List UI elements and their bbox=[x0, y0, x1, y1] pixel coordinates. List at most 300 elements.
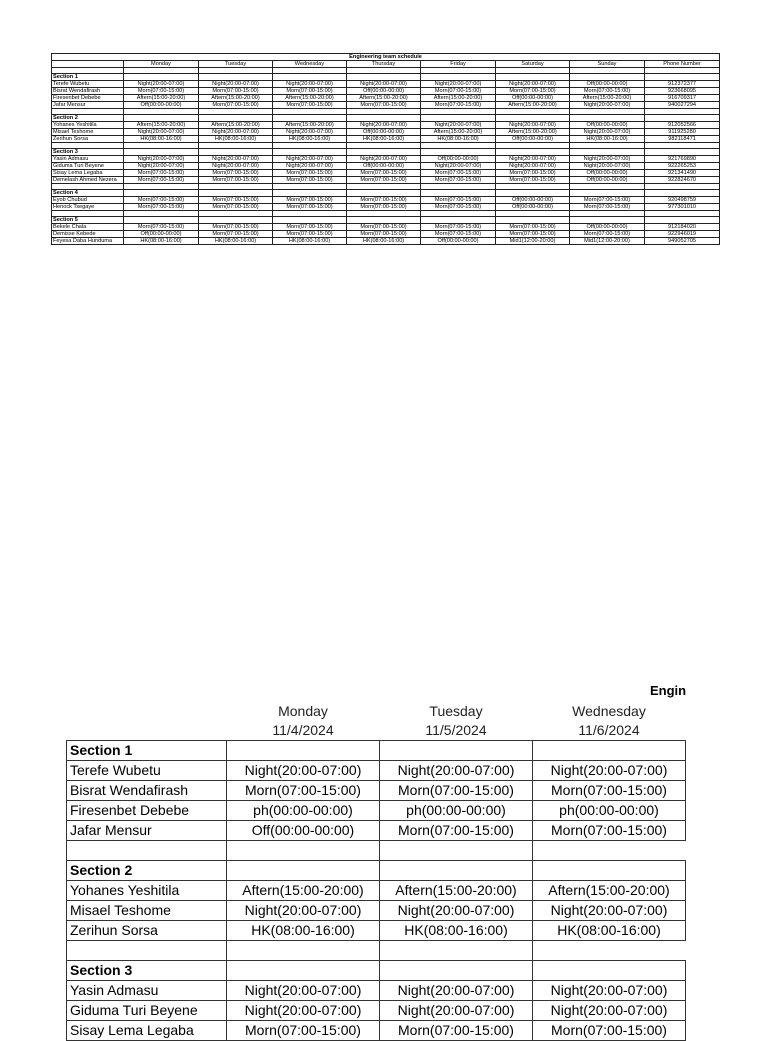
table-row bbox=[67, 801, 686, 821]
shift-cell: Morn(07:00-15:00) bbox=[380, 821, 533, 841]
shift-cell: Morn(07:00-15:00) bbox=[227, 781, 380, 801]
shift-cell: Night(20:00-07:00) bbox=[421, 122, 496, 129]
shift-cell: Aftern(15:00-20:00) bbox=[533, 881, 686, 901]
shift-cell: Off(00:00-00:00) bbox=[124, 102, 199, 109]
shift-cell: Morn(07:00-15:00) bbox=[199, 170, 273, 177]
employee-name: Jafar Mensur bbox=[52, 102, 124, 109]
shift-cell: Morn(07:00-15:00) bbox=[570, 204, 645, 211]
shift-cell: HK(08:00-16:00) bbox=[347, 238, 421, 245]
shift-cell: Morn(07:00-15:00) bbox=[124, 88, 199, 95]
shift-cell: Night(20:00-07:00) bbox=[533, 901, 686, 921]
empty-cell bbox=[645, 190, 720, 197]
spacer-row bbox=[67, 841, 686, 861]
empty-cell bbox=[421, 149, 496, 156]
empty-cell bbox=[570, 217, 645, 224]
shift-cell: Night(20:00-07:00) bbox=[380, 1001, 533, 1021]
empty-cell bbox=[199, 149, 273, 156]
shift-cell: Morn(07:00-15:00) bbox=[124, 224, 199, 231]
shift-cell: Morn(07:00-15:00) bbox=[570, 197, 645, 204]
empty-cell bbox=[67, 941, 227, 961]
shift-cell: Morn(07:00-15:00) bbox=[421, 197, 496, 204]
shift-cell: Off(00:00-00:00) bbox=[570, 177, 645, 184]
shift-cell: Morn(07:00-15:00) bbox=[347, 204, 421, 211]
empty-cell bbox=[347, 149, 421, 156]
shift-cell: Night(20:00-07:00) bbox=[347, 122, 421, 129]
section-row bbox=[67, 861, 686, 881]
empty-cell bbox=[199, 115, 273, 122]
shift-cell: ph(00:00-00:00) bbox=[380, 801, 533, 821]
table-row bbox=[52, 224, 720, 231]
shift-cell: Night(20:00-07:00) bbox=[199, 163, 273, 170]
empty-cell bbox=[273, 149, 347, 156]
shift-cell: Aftern(15:00-20:00) bbox=[124, 122, 199, 129]
shift-cell: Morn(07:00-15:00) bbox=[199, 197, 273, 204]
shift-cell: Night(20:00-07:00) bbox=[496, 81, 570, 88]
shift-cell: HK(08:00-16:00) bbox=[124, 238, 199, 245]
shift-cell: Morn(07:00-15:00) bbox=[124, 204, 199, 211]
shift-cell: Morn(07:00-15:00) bbox=[533, 821, 686, 841]
shift-cell: Night(20:00-07:00) bbox=[273, 81, 347, 88]
empty-cell bbox=[67, 721, 227, 741]
section-label: Section 2 bbox=[67, 861, 227, 881]
table-title-row bbox=[52, 54, 720, 61]
phone-number: 911925280 bbox=[645, 129, 720, 136]
table-row bbox=[52, 204, 720, 211]
shift-cell: Morn(07:00-15:00) bbox=[533, 1021, 686, 1041]
phone-number: 922946019 bbox=[645, 231, 720, 238]
table-row bbox=[52, 81, 720, 88]
shift-cell: Morn(07:00-15:00) bbox=[199, 224, 273, 231]
empty-cell bbox=[273, 217, 347, 224]
shift-cell: Aftern(15:00-20:00) bbox=[227, 881, 380, 901]
date-header-row bbox=[67, 721, 686, 741]
empty-cell bbox=[645, 149, 720, 156]
table-row bbox=[67, 981, 686, 1001]
shift-cell: Night(20:00-07:00) bbox=[380, 761, 533, 781]
shift-cell: Off(00:00-00:00) bbox=[570, 81, 645, 88]
empty-cell bbox=[227, 841, 380, 861]
column-header: Monday bbox=[124, 61, 199, 68]
shift-cell: Mid1(12:00-20:00) bbox=[496, 238, 570, 245]
table-row bbox=[52, 136, 720, 143]
shift-cell: Morn(07:00-15:00) bbox=[273, 170, 347, 177]
empty-cell bbox=[67, 702, 227, 721]
table-row bbox=[52, 231, 720, 238]
shift-cell: Morn(07:00-15:00) bbox=[273, 197, 347, 204]
shift-cell: HK(08:00-16:00) bbox=[273, 238, 347, 245]
shift-cell: Night(20:00-07:00) bbox=[380, 981, 533, 1001]
shift-cell: Night(20:00-07:00) bbox=[570, 102, 645, 109]
phone-number: 922265253 bbox=[645, 163, 720, 170]
employee-name: Eyob Chubud bbox=[52, 197, 124, 204]
shift-cell: Morn(07:00-15:00) bbox=[347, 231, 421, 238]
shift-cell: Aftern(15:00-20:00) bbox=[273, 95, 347, 102]
shift-cell: ph(00:00-00:00) bbox=[227, 801, 380, 821]
shift-cell: Morn(07:00-15:00) bbox=[380, 1021, 533, 1041]
shift-cell: Morn(07:00-15:00) bbox=[496, 224, 570, 231]
shift-cell: Night(20:00-07:00) bbox=[199, 129, 273, 136]
shift-cell: Morn(07:00-15:00) bbox=[347, 224, 421, 231]
employee-name: Sisay Lema Legaba bbox=[67, 1021, 227, 1041]
employee-name: Zerihun Sorsa bbox=[52, 136, 124, 143]
phone-number: 949052705 bbox=[645, 238, 720, 245]
shift-cell: Night(20:00-07:00) bbox=[570, 129, 645, 136]
shift-cell: Mid1(12:00-20:00) bbox=[570, 238, 645, 245]
shift-cell: Night(20:00-07:00) bbox=[273, 163, 347, 170]
employee-name: Firesenbet Debebe bbox=[67, 801, 227, 821]
shift-cell: Aftern(15:00-20:00) bbox=[347, 95, 421, 102]
empty-cell bbox=[347, 74, 421, 81]
phone-number: 940027294 bbox=[645, 102, 720, 109]
shift-cell: Night(20:00-07:00) bbox=[227, 761, 380, 781]
shift-cell: Off(00:00-00:00) bbox=[421, 238, 496, 245]
shift-cell: Morn(07:00-15:00) bbox=[199, 231, 273, 238]
section-row bbox=[52, 74, 720, 81]
shift-cell: Night(20:00-07:00) bbox=[533, 981, 686, 1001]
shift-cell: Off(00:00-00:00) bbox=[496, 204, 570, 211]
empty-cell bbox=[124, 74, 199, 81]
shift-cell: Night(20:00-07:00) bbox=[124, 163, 199, 170]
table-row bbox=[67, 921, 686, 941]
empty-cell bbox=[496, 115, 570, 122]
empty-cell bbox=[533, 961, 686, 981]
empty-cell bbox=[380, 741, 533, 761]
section-row bbox=[52, 217, 720, 224]
shift-cell: Morn(07:00-15:00) bbox=[421, 88, 496, 95]
table-row bbox=[52, 238, 720, 245]
empty-cell bbox=[347, 190, 421, 197]
shift-cell: Morn(07:00-15:00) bbox=[273, 177, 347, 184]
empty-cell bbox=[199, 190, 273, 197]
table-row bbox=[52, 177, 720, 184]
shift-cell: Aftern(15:00-20:00) bbox=[421, 129, 496, 136]
shift-cell: Aftern(15:00-20:00) bbox=[199, 122, 273, 129]
shift-cell: Night(20:00-07:00) bbox=[347, 81, 421, 88]
empty-cell bbox=[227, 741, 380, 761]
section-row bbox=[52, 190, 720, 197]
table-title: Engineering team schedule bbox=[52, 54, 720, 61]
date-header: 11/4/2024 bbox=[272, 722, 334, 738]
empty-cell bbox=[496, 74, 570, 81]
empty-cell bbox=[380, 861, 533, 881]
shift-cell: Morn(07:00-15:00) bbox=[124, 197, 199, 204]
table-row bbox=[67, 901, 686, 921]
phone-number: 922824670 bbox=[645, 177, 720, 184]
empty-cell bbox=[227, 861, 380, 881]
shift-cell: Morn(07:00-15:00) bbox=[570, 231, 645, 238]
shift-cell: Morn(07:00-15:00) bbox=[273, 224, 347, 231]
employee-name: Demisse Kebede bbox=[52, 231, 124, 238]
empty-cell bbox=[124, 149, 199, 156]
shift-cell: Morn(07:00-15:00) bbox=[199, 204, 273, 211]
shift-cell: Aftern(15:00-20:00) bbox=[570, 95, 645, 102]
employee-name: Firesenbet Debebe bbox=[52, 95, 124, 102]
employee-name: Yasin Admasu bbox=[67, 981, 227, 1001]
shift-cell: Night(20:00-07:00) bbox=[273, 129, 347, 136]
shift-cell: Morn(07:00-15:00) bbox=[533, 781, 686, 801]
phone-number: 912052566 bbox=[645, 122, 720, 129]
shift-cell: HK(08:00-16:00) bbox=[273, 136, 347, 143]
section-row bbox=[67, 741, 686, 761]
shift-cell: HK(08:00-16:00) bbox=[199, 238, 273, 245]
phone-number: 912372377 bbox=[645, 81, 720, 88]
spacer-row bbox=[67, 941, 686, 961]
empty-cell bbox=[533, 861, 686, 881]
empty-cell bbox=[496, 217, 570, 224]
employee-name: Demelash Ahmed Nezera bbox=[52, 177, 124, 184]
shift-cell: Morn(07:00-15:00) bbox=[421, 177, 496, 184]
phone-number: 921769890 bbox=[645, 156, 720, 163]
shift-cell: HK(08:00-16:00) bbox=[347, 136, 421, 143]
employee-name: Jafar Mensur bbox=[67, 821, 227, 841]
empty-cell bbox=[199, 217, 273, 224]
shift-cell: Night(20:00-07:00) bbox=[496, 163, 570, 170]
phone-number: 912184020 bbox=[645, 224, 720, 231]
empty-cell bbox=[421, 115, 496, 122]
shift-cell: HK(08:00-16:00) bbox=[199, 136, 273, 143]
table-row bbox=[52, 95, 720, 102]
shift-cell: Off(00:00-00:00) bbox=[496, 95, 570, 102]
phone-number: 921341490 bbox=[645, 170, 720, 177]
empty-cell bbox=[645, 115, 720, 122]
shift-cell: Morn(07:00-15:00) bbox=[347, 170, 421, 177]
shift-cell: Aftern(15:00-20:00) bbox=[421, 95, 496, 102]
shift-cell: Morn(07:00-15:00) bbox=[421, 170, 496, 177]
section-row bbox=[67, 961, 686, 981]
employee-name: Zerihun Sorsa bbox=[67, 921, 227, 941]
shift-cell: Off(00:00-00:00) bbox=[570, 224, 645, 231]
section-label: Section 1 bbox=[52, 74, 124, 81]
shift-cell: Morn(07:00-15:00) bbox=[199, 177, 273, 184]
shift-cell: Night(20:00-07:00) bbox=[533, 761, 686, 781]
day-header: Wednesday bbox=[572, 703, 646, 719]
shift-cell: Morn(07:00-15:00) bbox=[227, 1021, 380, 1041]
employee-name: Yasin Admasu bbox=[52, 156, 124, 163]
shift-cell: Night(20:00-07:00) bbox=[124, 156, 199, 163]
shift-cell: Night(20:00-07:00) bbox=[570, 163, 645, 170]
empty-cell bbox=[380, 941, 533, 961]
shift-cell: Morn(07:00-15:00) bbox=[496, 88, 570, 95]
empty-cell bbox=[533, 941, 686, 961]
employee-name: Bisrat Wendafirash bbox=[67, 781, 227, 801]
phone-number: 920498759 bbox=[645, 197, 720, 204]
empty-cell bbox=[124, 115, 199, 122]
phone-number: 977301010 bbox=[645, 204, 720, 211]
employee-name: Henock Tsegaye bbox=[52, 204, 124, 211]
shift-cell: Aftern(15:00-20:00) bbox=[380, 881, 533, 901]
shift-cell: Morn(07:00-15:00) bbox=[421, 224, 496, 231]
shift-cell: Night(20:00-07:00) bbox=[496, 156, 570, 163]
section-label: Section 4 bbox=[52, 190, 124, 197]
shift-cell: Off(00:00-00:00) bbox=[347, 88, 421, 95]
table-row bbox=[67, 821, 686, 841]
empty-cell bbox=[645, 217, 720, 224]
table-row bbox=[52, 129, 720, 136]
empty-cell bbox=[570, 190, 645, 197]
column-header: Phone Number bbox=[645, 61, 720, 68]
empty-cell bbox=[347, 217, 421, 224]
table-row bbox=[52, 102, 720, 109]
shift-cell: Morn(07:00-15:00) bbox=[380, 781, 533, 801]
phone-number: 982118471 bbox=[645, 136, 720, 143]
zoomed-title-fragment: Engin bbox=[650, 683, 687, 698]
shift-cell: Night(20:00-07:00) bbox=[227, 1001, 380, 1021]
header-row bbox=[52, 61, 720, 68]
date-header: 11/5/2024 bbox=[425, 722, 487, 738]
table-row bbox=[52, 122, 720, 129]
empty-cell bbox=[496, 149, 570, 156]
shift-cell: HK(08:00-16:00) bbox=[124, 136, 199, 143]
shift-cell: Aftern(15:00-20:00) bbox=[273, 122, 347, 129]
section-label: Section 3 bbox=[67, 961, 227, 981]
column-header: Sunday bbox=[570, 61, 645, 68]
empty-cell bbox=[273, 74, 347, 81]
table-row bbox=[52, 163, 720, 170]
shift-cell: Night(20:00-07:00) bbox=[421, 81, 496, 88]
empty-cell bbox=[421, 217, 496, 224]
empty-cell bbox=[421, 74, 496, 81]
shift-cell: Night(20:00-07:00) bbox=[227, 981, 380, 1001]
empty-cell bbox=[273, 115, 347, 122]
shift-cell: Off(00:00-00:00) bbox=[570, 170, 645, 177]
date-header: 11/6/2024 bbox=[578, 722, 640, 738]
employee-name: Yohanes Yeshitila bbox=[52, 122, 124, 129]
section-label: Section 5 bbox=[52, 217, 124, 224]
shift-cell: Morn(07:00-15:00) bbox=[273, 231, 347, 238]
shift-cell: HK(08:00-16:00) bbox=[570, 136, 645, 143]
shift-cell: Off(00:00-00:00) bbox=[570, 122, 645, 129]
schedule-table-zoomed bbox=[66, 702, 686, 1041]
shift-cell: Off(00:00-00:00) bbox=[227, 821, 380, 841]
shift-cell: Morn(07:00-15:00) bbox=[496, 177, 570, 184]
shift-cell: Night(20:00-07:00) bbox=[570, 156, 645, 163]
employee-name: Terefe Wubetu bbox=[67, 761, 227, 781]
empty-cell bbox=[496, 190, 570, 197]
empty-cell bbox=[533, 841, 686, 861]
shift-cell: Morn(07:00-15:00) bbox=[347, 177, 421, 184]
column-header bbox=[52, 61, 124, 68]
shift-cell: Morn(07:00-15:00) bbox=[124, 170, 199, 177]
empty-cell bbox=[421, 190, 496, 197]
shift-cell: HK(08:00-16:00) bbox=[380, 921, 533, 941]
table-row bbox=[52, 197, 720, 204]
table-row bbox=[52, 170, 720, 177]
shift-cell: Night(20:00-07:00) bbox=[199, 81, 273, 88]
column-header: Thursday bbox=[347, 61, 421, 68]
shift-cell: Morn(07:00-15:00) bbox=[421, 231, 496, 238]
table-row bbox=[67, 881, 686, 901]
shift-cell: Night(20:00-07:00) bbox=[199, 156, 273, 163]
shift-cell: Off(00:00-00:00) bbox=[496, 197, 570, 204]
section-label: Section 2 bbox=[52, 115, 124, 122]
shift-cell: Night(20:00-07:00) bbox=[227, 901, 380, 921]
column-header: Tuesday bbox=[199, 61, 273, 68]
employee-name: Misael Teshome bbox=[52, 129, 124, 136]
section-label: Section 3 bbox=[52, 149, 124, 156]
day-header: Tuesday bbox=[429, 703, 483, 719]
empty-cell bbox=[199, 74, 273, 81]
empty-cell bbox=[67, 841, 227, 861]
empty-cell bbox=[570, 74, 645, 81]
shift-cell: Off(00:00-00:00) bbox=[347, 163, 421, 170]
empty-cell bbox=[273, 190, 347, 197]
section-label: Section 1 bbox=[67, 741, 227, 761]
phone-number: 916709317 bbox=[645, 95, 720, 102]
shift-cell: Morn(07:00-15:00) bbox=[273, 88, 347, 95]
shift-cell: Off(00:00-00:00) bbox=[496, 136, 570, 143]
table-row bbox=[67, 1001, 686, 1021]
empty-cell bbox=[124, 217, 199, 224]
shift-cell: Morn(07:00-15:00) bbox=[199, 88, 273, 95]
shift-cell: Night(20:00-07:00) bbox=[421, 163, 496, 170]
shift-cell: Morn(07:00-15:00) bbox=[570, 88, 645, 95]
column-header: Friday bbox=[421, 61, 496, 68]
section-row bbox=[52, 115, 720, 122]
shift-cell: HK(08:00-16:00) bbox=[533, 921, 686, 941]
shift-cell: Off(00:00-00:00) bbox=[347, 129, 421, 136]
employee-name: Giduma Turi Beyene bbox=[52, 163, 124, 170]
shift-cell: Night(20:00-07:00) bbox=[347, 156, 421, 163]
shift-cell: Morn(07:00-15:00) bbox=[273, 204, 347, 211]
shift-cell: Night(20:00-07:00) bbox=[273, 156, 347, 163]
empty-cell bbox=[227, 941, 380, 961]
phone-number: 923668095 bbox=[645, 88, 720, 95]
employee-name: Misael Teshome bbox=[67, 901, 227, 921]
shift-cell: Morn(07:00-15:00) bbox=[347, 197, 421, 204]
empty-cell bbox=[533, 741, 686, 761]
shift-cell: Off(00:00-00:00) bbox=[421, 156, 496, 163]
empty-cell bbox=[570, 115, 645, 122]
table-row bbox=[67, 761, 686, 781]
shift-cell: Night(20:00-07:00) bbox=[124, 81, 199, 88]
section-row bbox=[52, 149, 720, 156]
empty-cell bbox=[227, 961, 380, 981]
shift-cell: Aftern(15:00-20:00) bbox=[199, 95, 273, 102]
day-header: Monday bbox=[278, 703, 328, 719]
schedule-table-overview bbox=[51, 53, 720, 245]
shift-cell: Morn(07:00-15:00) bbox=[199, 102, 273, 109]
employee-name: Feyesa Daba Hunduma bbox=[52, 238, 124, 245]
empty-cell bbox=[380, 841, 533, 861]
shift-cell: Morn(07:00-15:00) bbox=[496, 170, 570, 177]
shift-cell: HK(08:00-16:00) bbox=[227, 921, 380, 941]
shift-cell: Night(20:00-07:00) bbox=[380, 901, 533, 921]
column-header: Saturday bbox=[496, 61, 570, 68]
table-row bbox=[67, 781, 686, 801]
empty-cell bbox=[347, 115, 421, 122]
day-header-row bbox=[67, 702, 686, 721]
column-header: Wednesday bbox=[273, 61, 347, 68]
shift-cell: Morn(07:00-15:00) bbox=[421, 204, 496, 211]
empty-cell bbox=[570, 149, 645, 156]
employee-name: Yohanes Yeshitila bbox=[67, 881, 227, 901]
shift-cell: Off(00:00-00:00) bbox=[124, 231, 199, 238]
empty-cell bbox=[124, 190, 199, 197]
table-row bbox=[52, 156, 720, 163]
employee-name: Sisay Lema Legaba bbox=[52, 170, 124, 177]
shift-cell: Aftern(15:00-20:00) bbox=[124, 95, 199, 102]
empty-cell bbox=[645, 74, 720, 81]
employee-name: Giduma Turi Beyene bbox=[67, 1001, 227, 1021]
shift-cell: Night(20:00-07:00) bbox=[124, 129, 199, 136]
shift-cell: Night(20:00-07:00) bbox=[533, 1001, 686, 1021]
employee-name: Bisrat Wendafirash bbox=[52, 88, 124, 95]
shift-cell: Morn(07:00-15:00) bbox=[347, 102, 421, 109]
employee-name: Bekele Chala bbox=[52, 224, 124, 231]
shift-cell: Morn(07:00-15:00) bbox=[124, 177, 199, 184]
shift-cell: Morn(07:00-15:00) bbox=[273, 102, 347, 109]
table-row bbox=[52, 88, 720, 95]
